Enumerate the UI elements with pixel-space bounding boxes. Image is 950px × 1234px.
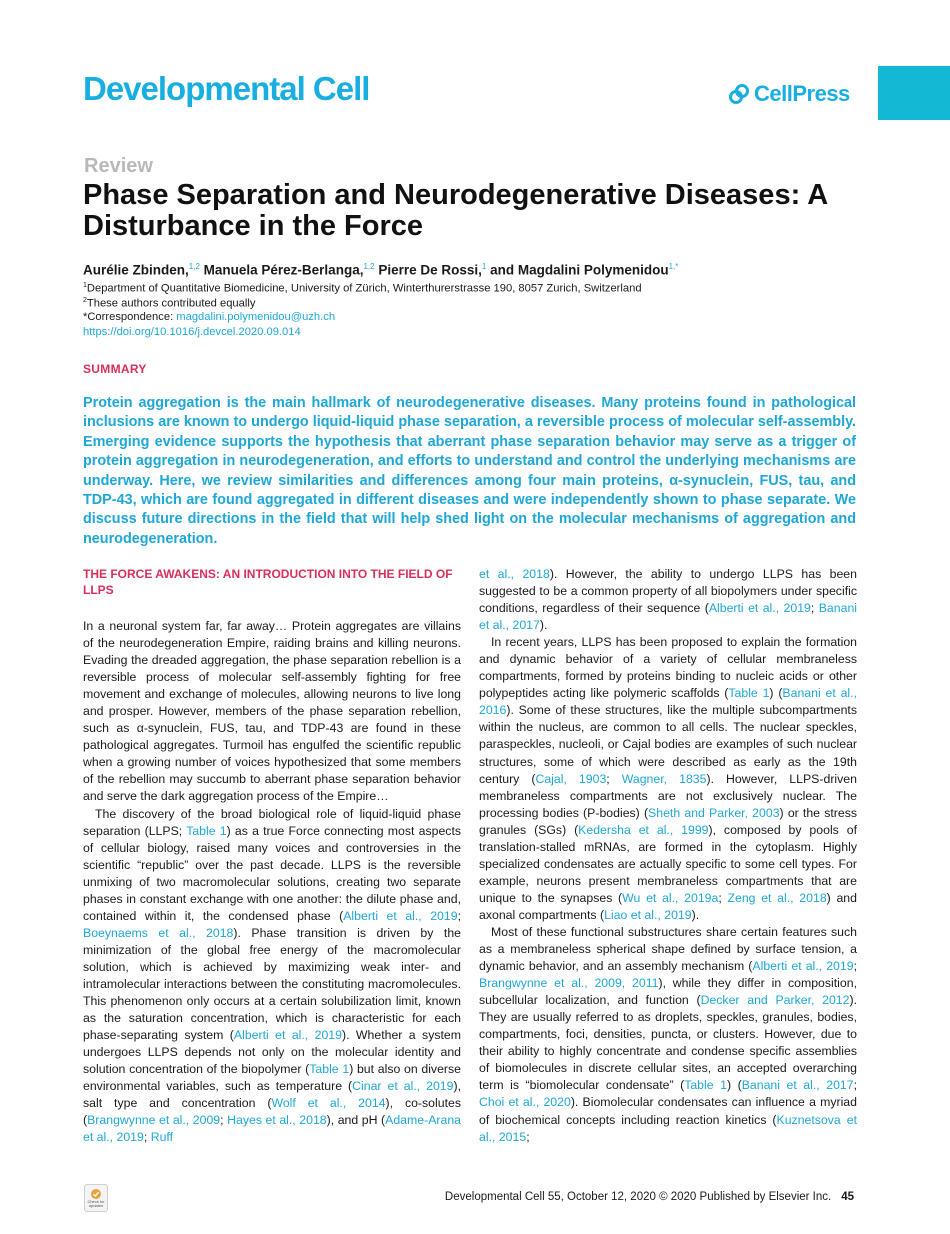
reference-link[interactable]: Sheth and Parker, 2003 xyxy=(648,805,780,820)
paragraph: In a neuronal system far, far away… Protein aggregates are villains of the neurodegeneration Empire, raiding brains and killing neurons. Evading the dreaded aggregation, the phase separation rebellion is a reversible process of molecular self-assembly fighting for free movement and exchange of molecules, allowing neurons to live long and prosper. However, members of the phase separation rebellion, such as α-synuclein, FUS, tau, and TDP-43 are found in these pathological aggregates. Turmoil has engulfed the scientific republic when a growing number of voices hypothesized that some members of the rebellion may succumb to aberrant phase separation behavior and serve the dark aggregation process of the Empire… xyxy=(83,619,461,804)
text-run: ) but also on diverse environmental variables, such as temperature ( xyxy=(83,1062,462,1094)
correspondence-email-link[interactable]: magdalini.polymenidou@uzh.ch xyxy=(176,311,336,323)
reference-link[interactable]: Boeynaems et al., 2018 xyxy=(83,925,234,940)
badge-label: Check for updates xyxy=(87,1199,105,1208)
text-run: ; xyxy=(853,1078,858,1093)
text-run: ). However, LLPS-driven membraneless compartments are not exclusively nuclear. The processing bodies (P-bodies) ( xyxy=(479,771,857,820)
reference-link[interactable]: Kedersha et al., 1999 xyxy=(578,822,709,837)
text-run: ). Some of these structures, like the multiple subcompartments within the nucleus, are common to all cells. The nuclear speckles, paraspeckles, nucleoli, or Cajal bodies are examples of such nuclear structures, some of which were described as early as the 19th century ( xyxy=(479,703,857,786)
text-run: ). They are usually referred to as droplets, speckles, granules, bodies, compartments, foci, densities, puncta, or clusters. However, due to their ability to highly concentrate and condense specific assemblies of biomolecules in discrete cellular sites, an accepted overarching term is “biomolecular condensate” ( xyxy=(479,993,857,1093)
doi-link[interactable]: https://doi.org/10.1016/j.devcel.2020.09.014 xyxy=(83,326,301,338)
reference-link[interactable]: et al., 2018 xyxy=(479,567,550,581)
reference-link[interactable]: Table 1 xyxy=(684,1078,727,1093)
text-run: ) ( xyxy=(726,1078,742,1093)
text-run: ) or the stress granules (SGs) ( xyxy=(479,805,857,837)
author-affiliation-mark: 1,2 xyxy=(363,262,375,271)
reference-link[interactable]: Wu et al., 2019a xyxy=(622,890,719,905)
author-name[interactable]: Aurélie Zbinden, xyxy=(83,262,189,278)
reference-link[interactable]: Ruff xyxy=(150,1130,174,1145)
journal-title: Developmental Cell xyxy=(83,70,370,107)
reference-link[interactable]: Hayes et al., 2018 xyxy=(227,1113,327,1128)
author-affiliation-mark: 1,2 xyxy=(188,262,200,271)
affiliation-1: $^1$Department of Quantitative Biomedicine, University of Zürich, Winterthurerstrasse 190, 8057 Zurich, Switzerland xyxy=(83,282,642,295)
correspondence: *Correspondence: magdalini.polymenidou@uzh.ch xyxy=(83,311,336,323)
author-name[interactable]: Pierre De Rossi, xyxy=(374,262,482,278)
text-run: ; xyxy=(457,908,461,923)
paragraph xyxy=(479,566,857,634)
text-run: Most of these functional substructures share certain features such as a membraneless spherical shape defined by surface tension, a dynamic behavior, and an assembly mechanism ( xyxy=(479,924,857,974)
article-title: Phase Separation and Neurodegenerative Diseases: A Disturbance in the Force xyxy=(83,179,828,242)
reference-link[interactable]: Table 1 xyxy=(728,686,770,701)
reference-link[interactable]: Table 1 xyxy=(186,823,227,838)
left-column xyxy=(83,566,461,1146)
text-run: ). Biomolecular condensates can influence a myriad of biochemical concepts including reaction kinetics ( xyxy=(479,1095,857,1127)
text-run: ), co-solutes ( xyxy=(83,1096,461,1128)
author-name[interactable]: and Magdalini Polymenidou xyxy=(486,262,669,278)
reference-link[interactable]: Liao et al., 2019 xyxy=(604,907,692,922)
text-run: The discovery of the broad biological role of liquid-liquid phase separation (LLPS; xyxy=(83,806,461,838)
check-for-updates-badge[interactable] xyxy=(84,1184,108,1212)
author-affiliation-mark: 1 xyxy=(481,262,487,271)
reference-link[interactable]: Banani et al., 2017 xyxy=(479,601,858,633)
reference-link[interactable]: Banani et al., 2016 xyxy=(479,686,857,718)
paragraph xyxy=(479,634,857,924)
right-column xyxy=(479,566,857,1146)
reference-link[interactable]: Alberti et al., 2019 xyxy=(708,601,811,616)
text-run: ) as a true Force connecting most aspects of cellular biology, raised many voices and controversies in the scientific “republic” over the past decade. LLPS is the reversible unmixing of two macromolecular solutions, creating two separate phases in constant exchange with one another: the dilute phase and, contained within it, the condensed phase ( xyxy=(83,823,462,923)
text-run: ). However, the ability to undergo LLPS has been suggested to be a common property of all biopolymers under specific conditions, regardless of their sequence ( xyxy=(479,567,857,616)
paragraph xyxy=(479,924,857,1146)
cellpress-logo-icon xyxy=(728,83,750,105)
text-run: ; xyxy=(853,959,857,974)
text-run: ), salt type and concentration ( xyxy=(83,1079,461,1111)
text-run: ), and pH ( xyxy=(326,1113,386,1128)
text-run: ; xyxy=(220,1113,228,1128)
text-run: ). Phase transition is driven by the minimization of the global free energy of the macromolecular solution, which is achieved by maximizing weak inter- and intramolecular interactions between the constituting macromolecules. This phenomenon only occurs at a certain solubilization limit, known as the saturation concentration, which is characteristic for each phase-separating system ( xyxy=(83,925,461,1043)
reference-link[interactable]: Kuznetsova et al., 2015 xyxy=(479,1112,857,1144)
reference-link[interactable]: Brangwynne et al., 2009 xyxy=(87,1113,221,1128)
page-footer xyxy=(445,1191,854,1203)
publisher-name: CellPress xyxy=(754,81,850,106)
page-number: 45 xyxy=(841,1191,854,1203)
affiliation-2: $^2$These authors contributed equally xyxy=(83,297,256,310)
text-run: ; xyxy=(606,771,622,786)
text-run: ; xyxy=(810,601,819,616)
reference-link[interactable]: Cinar et al., 2019 xyxy=(352,1079,454,1094)
reference-link[interactable]: Zeng et al., 2018 xyxy=(727,890,827,905)
text-run: ). xyxy=(691,907,700,922)
author-name[interactable]: Manuela Pérez-Berlanga, xyxy=(199,262,364,278)
summary-text: Protein aggregation is the main hallmark of neurodegenerative diseases. Many proteins found in pathological inclusions are known to undergo liquid-liquid phase separation, a reversible process of molecular self-assembly. Emerging evidence supports the hypothesis that aberrant phase separation behavior may serve as a trigger of protein aggregation in neurodegeneration, and efforts to understand and control the underlying mechanisms are underway. Here, we review similarities and differences among four main proteins, α-synuclein, FUS, tau, and TDP-43, which are found aggregated in different diseases and were independently shown to phase separate. We discuss future directions in the field that will help shed light on the molecular mechanisms of aggregation and neurodegeneration. xyxy=(83,395,856,547)
text-run: ), while they differ in composition, subcellular localization, and function ( xyxy=(479,976,857,1008)
reference-link[interactable]: Choi et al., 2020 xyxy=(479,1095,571,1110)
doi xyxy=(83,325,301,340)
article-type: Review xyxy=(84,155,153,177)
text-run: ) ( xyxy=(769,686,783,701)
reference-link[interactable]: Cajal, 1903 xyxy=(535,771,607,786)
reference-link[interactable]: Brangwynne et al., 2009, 2011 xyxy=(479,976,659,991)
paragraph xyxy=(83,806,461,1147)
text-run: ; xyxy=(143,1130,151,1145)
journal-color-tab xyxy=(878,66,950,120)
reference-link[interactable]: Banani et al., 2017 xyxy=(741,1078,854,1093)
text-run: ) and axonal compartments ( xyxy=(479,890,857,922)
reference-link[interactable]: Decker and Parker, 2012 xyxy=(700,993,850,1008)
reference-link[interactable]: Wagner, 1835 xyxy=(621,771,707,786)
publisher-logo[interactable] xyxy=(728,81,850,107)
text-run: ). Whether a system undergoes LLPS depends not only on the molecular identity and solution concentration of the biopolymer ( xyxy=(83,1028,461,1077)
reference-link[interactable]: Wolf et al., 2014 xyxy=(271,1096,386,1111)
summary-heading: SUMMARY xyxy=(83,362,147,376)
author-list xyxy=(83,262,678,278)
text-run: In recent years, LLPS has been proposed to explain the formation and dynamic behavior of a variety of cellular membraneless compartments, formed by proteins binding to nucleic acids or other polypeptides acting like polymeric scaffolds ( xyxy=(479,635,857,701)
reference-link[interactable]: Adame-Arana et al., 2019 xyxy=(83,1113,462,1145)
reference-link[interactable]: Table 1 xyxy=(309,1062,350,1077)
text-run: ). xyxy=(539,618,548,633)
text-run: ; xyxy=(526,1129,530,1144)
text-run: ; xyxy=(718,890,728,905)
author-affiliation-mark: 1,* xyxy=(668,262,679,271)
text-run: ), composed by pools of translation-stalled mRNAs, are formed in the cytoplasm. Highly specialized condensates are actually specific to some cell types. For example, neurons present membraneless compartments that are unique to the synapses ( xyxy=(479,822,857,905)
footer-citation: Developmental Cell 55, October 12, 2020 © 2020 Published by Elsevier Inc. xyxy=(444,1191,832,1203)
reference-link[interactable]: Alberti et al., 2019 xyxy=(233,1028,342,1043)
reference-link[interactable]: Alberti et al., 2019 xyxy=(343,908,458,923)
section-heading: THE FORCE AWAKENS: AN INTRODUCTION INTO THE FIELD OF LLPS xyxy=(83,567,453,597)
reference-link[interactable]: Alberti et al., 2019 xyxy=(752,959,854,974)
